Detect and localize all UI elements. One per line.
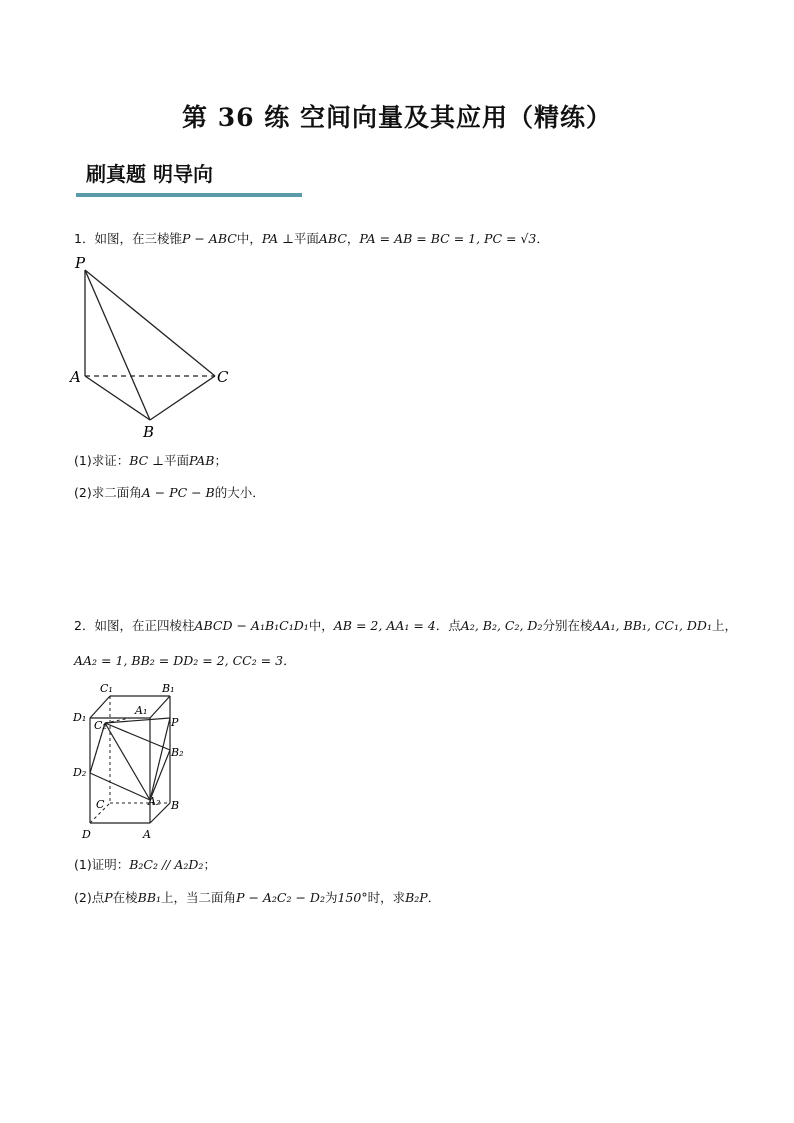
label-B: B <box>171 799 180 812</box>
label-P: P <box>171 716 179 729</box>
label-B2: B₂ <box>171 746 184 759</box>
label-P: P <box>75 254 86 272</box>
section-heading: 刷真题 明导向 <box>86 162 213 186</box>
page-title: 第 36 练 空间向量及其应用（精练） <box>182 103 612 132</box>
label-D1: D₁ <box>73 711 87 724</box>
label-A: A <box>70 368 81 386</box>
label-C2: C₂ <box>94 719 107 732</box>
label-B1: B₁ <box>162 682 175 695</box>
problem1-stem: 1．如图，在三棱锥P − ABC中，PA ⊥平面ABC，PA = AB = BC = 1, PC = √3． <box>74 231 549 246</box>
label-C: C <box>217 368 229 386</box>
section-underline <box>76 193 302 197</box>
problem1-part1: (1)求证：BC ⊥平面PAB； <box>74 453 227 468</box>
problem1-part2: (2)求二面角A − PC − B的大小． <box>74 485 265 500</box>
problem1-figure <box>60 250 250 445</box>
label-D2: D₂ <box>73 766 87 779</box>
problem2-part2: (2)点P在棱BB₁上，当二面角P − A₂C₂ − D₂为150°时，求B₂P． <box>74 890 441 905</box>
label-C: C <box>96 798 105 811</box>
problem2-figure <box>60 678 190 848</box>
label-A2: A₂ <box>148 795 161 808</box>
label-A1: A₁ <box>135 704 148 717</box>
problem2-part1: (1)证明：B₂C₂ // A₂D₂； <box>74 857 216 872</box>
label-C1: C₁ <box>100 682 113 695</box>
label-B: B <box>143 423 155 441</box>
label-D: D <box>82 828 91 841</box>
problem2-stem: 2．如图，在正四棱柱ABCD − A₁B₁C₁D₁中，AB = 2, AA₁ = 4．点A₂, B₂, C₂, D₂分别在棱AA₁, BB₁, CC₁, DD₁上， <box>74 618 737 633</box>
problem2-stem-line2: AA₂ = 1, BB₂ = DD₂ = 2, CC₂ = 3． <box>74 653 296 668</box>
label-A: A <box>143 828 151 841</box>
